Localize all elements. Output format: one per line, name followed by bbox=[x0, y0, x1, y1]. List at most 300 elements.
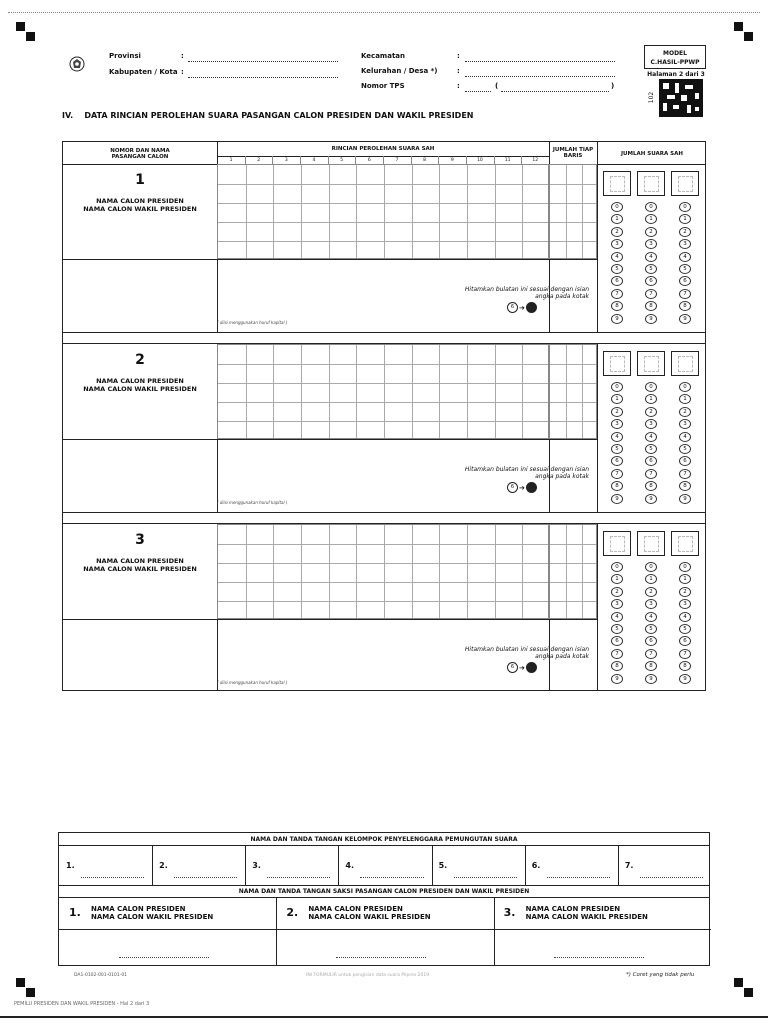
grid-line bbox=[582, 345, 583, 438]
digit-bubble[interactable]: 4 bbox=[679, 432, 691, 442]
kelurahan-colon: : bbox=[457, 67, 460, 75]
digit-bubble[interactable]: 3 bbox=[611, 599, 623, 609]
provinsi-field[interactable] bbox=[188, 54, 338, 62]
digit-bubble[interactable]: 9 bbox=[679, 494, 691, 504]
filled-bubble-icon bbox=[526, 662, 537, 673]
digit-bubble[interactable]: 8 bbox=[645, 301, 657, 311]
digit-bubble[interactable]: 6 bbox=[611, 456, 623, 466]
bottom-rule bbox=[0, 1016, 768, 1018]
grid-line bbox=[218, 203, 548, 204]
digit-box-inner bbox=[610, 356, 625, 372]
grid-line bbox=[218, 421, 548, 422]
grid-line bbox=[412, 165, 413, 258]
digit-bubble[interactable]: 8 bbox=[679, 301, 691, 311]
candidate-names bbox=[63, 377, 217, 393]
grid-line bbox=[495, 345, 496, 438]
digit-bubble[interactable]: 5 bbox=[611, 264, 623, 274]
digit-bubble[interactable]: 5 bbox=[679, 624, 691, 634]
kpps-number: 4. bbox=[345, 861, 355, 870]
digit-bubble[interactable]: 8 bbox=[679, 481, 691, 491]
corner-marker-br bbox=[734, 978, 743, 987]
fill-example bbox=[507, 662, 537, 673]
digit-bubble[interactable]: 4 bbox=[645, 252, 657, 262]
candidate-number: 2 bbox=[135, 352, 145, 368]
digit-bubble[interactable]: 5 bbox=[645, 444, 657, 454]
fill-hint: Hitamkan bulatan ini sesuai dengan isian angka pada kotak bbox=[464, 646, 589, 660]
corner-marker-tl2 bbox=[26, 32, 35, 41]
grid-line bbox=[550, 184, 596, 185]
digit-bubble[interactable]: 1 bbox=[645, 574, 657, 584]
digit-bubble[interactable]: 5 bbox=[679, 444, 691, 454]
saksi-candidate-names bbox=[91, 905, 213, 921]
grid-line bbox=[550, 544, 596, 545]
example-bubble-icon: 6 bbox=[507, 302, 518, 313]
col-header-jumlah-suara: JUMLAH SUARA SAH bbox=[620, 151, 683, 157]
vote-details-table bbox=[62, 141, 706, 691]
digit-bubble[interactable]: 9 bbox=[611, 674, 623, 684]
grid-line bbox=[550, 582, 596, 583]
grid-line bbox=[495, 525, 496, 618]
digit-bubble[interactable]: 4 bbox=[679, 612, 691, 622]
grid-line bbox=[329, 165, 330, 258]
grid-line bbox=[495, 165, 496, 258]
candidate-wakil: NAMA CALON WAKIL PRESIDEN bbox=[83, 385, 197, 393]
top-cut-line bbox=[8, 12, 760, 13]
digit-bubble[interactable]: 5 bbox=[645, 624, 657, 634]
corner-marker-bl2 bbox=[26, 988, 35, 997]
total-digit-box[interactable] bbox=[637, 351, 665, 376]
column-number-divider bbox=[411, 156, 412, 164]
kpps-divider bbox=[338, 845, 339, 885]
total-digit-box[interactable] bbox=[603, 531, 631, 556]
grid-line bbox=[522, 525, 523, 618]
digit-bubble[interactable]: 4 bbox=[645, 432, 657, 442]
digit-bubble[interactable]: 0 bbox=[611, 382, 623, 392]
grid-line bbox=[412, 525, 413, 618]
digit-bubble[interactable]: 7 bbox=[679, 289, 691, 299]
grid-line bbox=[566, 165, 567, 258]
saksi-title-divider bbox=[59, 897, 709, 898]
digit-bubble[interactable]: 3 bbox=[679, 599, 691, 609]
candidate-wakil: NAMA CALON WAKIL PRESIDEN bbox=[83, 565, 197, 573]
saksi-candidate-names bbox=[308, 905, 430, 921]
grid-line bbox=[384, 345, 385, 438]
kpps-signature-line[interactable] bbox=[360, 877, 423, 878]
candidate-lower-divider bbox=[63, 259, 597, 260]
digit-bubble[interactable]: 4 bbox=[611, 252, 623, 262]
arrow-right-icon: ➔ bbox=[519, 483, 525, 492]
kpps-number: 7. bbox=[624, 861, 634, 870]
corner-marker-bl bbox=[16, 978, 25, 987]
digit-bubble[interactable]: 9 bbox=[645, 674, 657, 684]
kpps-signature-line[interactable] bbox=[267, 877, 330, 878]
fill-example bbox=[507, 302, 537, 313]
kpps-signature-line[interactable] bbox=[174, 877, 237, 878]
grid-line bbox=[301, 165, 302, 258]
grid-line bbox=[246, 165, 247, 258]
kpps-number: 3. bbox=[252, 861, 261, 870]
column-number-divider bbox=[494, 156, 495, 164]
column-number: 7 bbox=[395, 158, 399, 163]
saksi-presiden: NAMA CALON PRESIDEN bbox=[91, 905, 186, 913]
grid-line bbox=[412, 345, 413, 438]
digit-bubble[interactable]: 5 bbox=[645, 264, 657, 274]
grid-line bbox=[218, 582, 548, 583]
column-number-divider bbox=[245, 156, 246, 164]
grid-line bbox=[550, 402, 596, 403]
kpps-divider bbox=[525, 845, 526, 885]
digit-bubble[interactable]: 2 bbox=[611, 227, 623, 237]
example-bubble-icon: 6 bbox=[507, 482, 518, 493]
digit-bubble[interactable]: 0 bbox=[645, 202, 657, 212]
saksi-divider bbox=[276, 897, 277, 965]
digit-bubble[interactable]: 3 bbox=[679, 239, 691, 249]
digit-bubble[interactable]: 6 bbox=[611, 636, 623, 646]
saksi-number: 3. bbox=[503, 906, 516, 919]
kpps-number: 6. bbox=[531, 861, 541, 870]
digit-bubble[interactable]: 6 bbox=[611, 276, 623, 286]
column-number-divider bbox=[355, 156, 356, 164]
digit-bubble[interactable]: 2 bbox=[645, 587, 657, 597]
row-total-grid[interactable] bbox=[549, 164, 597, 259]
grid-line bbox=[582, 525, 583, 618]
kecamatan-label: Kecamatan bbox=[361, 52, 405, 60]
digit-bubble[interactable]: 8 bbox=[611, 661, 623, 671]
grid-line bbox=[273, 525, 274, 618]
digit-bubble[interactable]: 1 bbox=[611, 214, 623, 224]
digit-box-inner bbox=[644, 356, 659, 372]
grid-line bbox=[522, 345, 523, 438]
digit-bubble[interactable]: 3 bbox=[645, 599, 657, 609]
digit-bubble[interactable]: 2 bbox=[679, 407, 691, 417]
digit-bubble[interactable]: 2 bbox=[645, 227, 657, 237]
digit-bubble[interactable]: 9 bbox=[679, 674, 691, 684]
kabupaten-colon: : bbox=[181, 68, 184, 76]
saksi-number: 1. bbox=[69, 906, 81, 919]
tally-grid[interactable] bbox=[217, 164, 549, 259]
column-number: 6 bbox=[367, 158, 371, 163]
column-number: 3 bbox=[284, 158, 288, 163]
digit-bubble[interactable]: 5 bbox=[611, 624, 623, 634]
kpps-signature-line[interactable] bbox=[640, 877, 703, 878]
candidate-names bbox=[63, 197, 217, 213]
grid-line bbox=[550, 203, 596, 204]
kpps-title-divider bbox=[59, 845, 709, 846]
footer-center: INI FORMULIR untuk pengisian data suara Pilpres 2019 bbox=[306, 973, 430, 978]
col-header-nomor: NOMOR DAN NAMA PASANGAN CALON bbox=[110, 148, 170, 160]
kpu-logo-icon bbox=[69, 56, 85, 72]
footer-bottom: PEMILU PRESIDEN DAN WAKIL PRESIDEN - Hal 2 dari 3 bbox=[14, 1001, 150, 1007]
corner-marker-tl bbox=[16, 22, 25, 31]
kabupaten-field[interactable] bbox=[188, 70, 338, 78]
digit-bubble[interactable]: 0 bbox=[611, 562, 623, 572]
provinsi-colon: : bbox=[181, 52, 184, 60]
grid-line bbox=[246, 525, 247, 618]
model-line2: C.HASIL-PPWP bbox=[650, 59, 700, 66]
grid-line bbox=[582, 165, 583, 258]
grid-line bbox=[439, 165, 440, 258]
arrow-right-icon: ➔ bbox=[519, 303, 525, 312]
grid-line bbox=[439, 345, 440, 438]
digit-bubble[interactable]: 8 bbox=[679, 661, 691, 671]
candidate-names bbox=[63, 557, 217, 573]
kpps-signature-line[interactable] bbox=[547, 877, 610, 878]
digit-box-inner bbox=[678, 536, 693, 552]
kabupaten-label: Kabupaten / Kota bbox=[109, 68, 178, 76]
total-digit-box[interactable] bbox=[671, 351, 699, 376]
total-digit-box[interactable] bbox=[603, 351, 631, 376]
model-box bbox=[644, 45, 706, 69]
saksi-presiden: NAMA CALON PRESIDEN bbox=[308, 905, 403, 913]
page-indicator: Halaman 2 dari 3 bbox=[647, 71, 705, 78]
saksi-row-divider bbox=[494, 929, 711, 930]
digit-bubble[interactable]: 2 bbox=[679, 227, 691, 237]
grid-line bbox=[384, 525, 385, 618]
candidate-lower-divider bbox=[63, 619, 597, 620]
capital-letters-note: ( diisi menggunakan huruf kapital ) bbox=[217, 320, 288, 325]
row-total-grid[interactable] bbox=[549, 344, 597, 439]
digit-bubble[interactable]: 6 bbox=[645, 636, 657, 646]
digit-bubble[interactable]: 1 bbox=[645, 394, 657, 404]
digit-bubble[interactable]: 0 bbox=[611, 202, 623, 212]
candidate-number: 1 bbox=[135, 172, 145, 188]
nomor-tps-label: Nomor TPS bbox=[361, 82, 405, 90]
nomor-tps-colon: : bbox=[457, 82, 460, 90]
digit-bubble[interactable]: 9 bbox=[611, 494, 623, 504]
column-number-divider bbox=[521, 156, 522, 164]
candidate-wakil: NAMA CALON WAKIL PRESIDEN bbox=[83, 205, 197, 213]
digit-bubble[interactable]: 5 bbox=[611, 444, 623, 454]
block-separator bbox=[63, 512, 705, 524]
digit-bubble[interactable]: 0 bbox=[679, 202, 691, 212]
kpps-divider bbox=[432, 845, 433, 885]
digit-bubble[interactable]: 7 bbox=[645, 469, 657, 479]
model-line1: MODEL bbox=[663, 50, 687, 57]
grid-line bbox=[522, 165, 523, 258]
grid-line bbox=[329, 525, 330, 618]
saksi-number: 2. bbox=[286, 906, 299, 919]
total-digit-box[interactable] bbox=[637, 531, 665, 556]
column-number: 11 bbox=[504, 158, 511, 163]
kelurahan-label: Kelurahan / Desa *) bbox=[361, 67, 438, 75]
digit-bubble[interactable]: 6 bbox=[679, 636, 691, 646]
fill-hint: Hitamkan bulatan ini sesuai dengan isian angka pada kotak bbox=[464, 466, 589, 480]
digit-bubble[interactable]: 8 bbox=[611, 481, 623, 491]
qr-code-icon bbox=[659, 79, 703, 117]
kecamatan-field[interactable] bbox=[465, 54, 615, 62]
digit-bubble[interactable]: 0 bbox=[679, 382, 691, 392]
fill-hint: Hitamkan bulatan ini sesuai dengan isian angka pada kotak bbox=[464, 286, 589, 300]
digit-bubble[interactable]: 6 bbox=[679, 456, 691, 466]
row-total-grid[interactable] bbox=[549, 524, 597, 619]
capital-letters-note: ( diisi menggunakan huruf kapital ) bbox=[217, 500, 288, 505]
digit-bubble[interactable]: 9 bbox=[679, 314, 691, 324]
candidate-number: 3 bbox=[135, 532, 145, 548]
digit-bubble[interactable]: 7 bbox=[611, 289, 623, 299]
digit-bubble[interactable]: 5 bbox=[679, 264, 691, 274]
kpps-divider bbox=[152, 845, 153, 885]
digit-box-inner bbox=[644, 536, 659, 552]
column-number: 1 bbox=[229, 158, 233, 163]
kpps-number: 2. bbox=[159, 861, 168, 870]
nomor-tps-detail-field[interactable] bbox=[501, 84, 609, 92]
column-number: 10 bbox=[477, 158, 483, 163]
column-number-divider bbox=[300, 156, 301, 164]
digit-bubble[interactable]: 4 bbox=[679, 252, 691, 262]
footer-code: DA1-0102-001-0101-01 bbox=[74, 973, 128, 978]
kecamatan-colon: : bbox=[457, 52, 460, 60]
digit-box-inner bbox=[678, 176, 693, 192]
arrow-right-icon: ➔ bbox=[519, 663, 525, 672]
tally-grid[interactable] bbox=[217, 524, 549, 619]
total-digit-box[interactable] bbox=[603, 171, 631, 196]
digit-bubble[interactable]: 3 bbox=[679, 419, 691, 429]
digit-box-inner bbox=[678, 356, 693, 372]
saksi-wakil: NAMA CALON WAKIL PRESIDEN bbox=[91, 913, 214, 921]
grid-line bbox=[356, 345, 357, 438]
digit-bubble[interactable]: 4 bbox=[611, 612, 623, 622]
capital-letters-note: ( diisi menggunakan huruf kapital ) bbox=[217, 680, 288, 685]
kpps-divider bbox=[245, 845, 246, 885]
kpps-divider bbox=[618, 845, 619, 885]
digit-bubble[interactable]: 6 bbox=[645, 276, 657, 286]
digit-bubble[interactable]: 7 bbox=[679, 649, 691, 659]
total-digit-box[interactable] bbox=[637, 171, 665, 196]
grid-line bbox=[384, 165, 385, 258]
digit-bubble[interactable]: 1 bbox=[679, 394, 691, 404]
digit-bubble[interactable]: 3 bbox=[645, 239, 657, 249]
total-digit-box[interactable] bbox=[671, 171, 699, 196]
kpps-signature-line[interactable] bbox=[81, 877, 144, 878]
candidate-presiden: NAMA CALON PRESIDEN bbox=[96, 557, 184, 565]
grid-line bbox=[218, 364, 548, 365]
grid-line bbox=[467, 165, 468, 258]
saksi-signature-line[interactable] bbox=[336, 957, 426, 958]
candidate-presiden: NAMA CALON PRESIDEN bbox=[96, 377, 184, 385]
grid-line bbox=[550, 222, 596, 223]
digit-bubble[interactable]: 3 bbox=[611, 239, 623, 249]
digit-bubble[interactable]: 1 bbox=[679, 574, 691, 584]
digit-bubble[interactable]: 9 bbox=[645, 494, 657, 504]
grid-line bbox=[218, 184, 548, 185]
grid-line bbox=[550, 241, 596, 242]
saksi-candidate-names bbox=[526, 905, 648, 921]
grid-line bbox=[329, 345, 330, 438]
digit-bubble[interactable]: 8 bbox=[611, 301, 623, 311]
digit-bubble[interactable]: 7 bbox=[611, 469, 623, 479]
saksi-wakil: NAMA CALON WAKIL PRESIDEN bbox=[308, 913, 431, 921]
digit-bubble[interactable]: 7 bbox=[611, 649, 623, 659]
digit-bubble[interactable]: 1 bbox=[611, 394, 623, 404]
total-digit-box[interactable] bbox=[671, 531, 699, 556]
candidate-lower-divider bbox=[63, 439, 597, 440]
footer-note: *) Coret yang tidak perlu bbox=[626, 972, 695, 978]
saksi-wakil: NAMA CALON WAKIL PRESIDEN bbox=[525, 913, 648, 921]
column-number-divider bbox=[466, 156, 467, 164]
digit-bubble[interactable]: 2 bbox=[611, 407, 623, 417]
grid-line bbox=[439, 525, 440, 618]
filled-bubble-icon bbox=[526, 482, 537, 493]
digit-bubble[interactable]: 2 bbox=[611, 587, 623, 597]
grid-line bbox=[566, 525, 567, 618]
grid-line bbox=[218, 563, 548, 564]
digit-box-inner bbox=[610, 536, 625, 552]
digit-bubble[interactable]: 8 bbox=[645, 481, 657, 491]
grid-line bbox=[218, 601, 548, 602]
grid-line bbox=[246, 345, 247, 438]
digit-bubble[interactable]: 3 bbox=[611, 419, 623, 429]
digit-box-inner bbox=[644, 176, 659, 192]
grid-line bbox=[356, 525, 357, 618]
digit-bubble[interactable]: 9 bbox=[611, 314, 623, 324]
grid-line bbox=[218, 241, 548, 242]
col-header-jumlah-baris: JUMLAH TIAP BARIS bbox=[552, 147, 594, 159]
column-number-divider bbox=[272, 156, 273, 164]
digit-bubble[interactable]: 7 bbox=[645, 289, 657, 299]
column-number: 12 bbox=[532, 158, 539, 163]
digit-bubble[interactable]: 0 bbox=[679, 562, 691, 572]
digit-bubble[interactable]: 9 bbox=[645, 314, 657, 324]
digit-bubble[interactable]: 1 bbox=[645, 214, 657, 224]
grid-line bbox=[218, 383, 548, 384]
grid-line bbox=[273, 165, 274, 258]
column-number: 5 bbox=[340, 158, 344, 163]
grid-line bbox=[550, 563, 596, 564]
digit-bubble[interactable]: 4 bbox=[645, 612, 657, 622]
column-number: 9 bbox=[450, 158, 454, 163]
tally-grid[interactable] bbox=[217, 344, 549, 439]
column-number: 2 bbox=[257, 158, 261, 163]
saksi-title: NAMA DAN TANDA TANGAN SAKSI PASANGAN CALON PRESIDEN DAN WAKIL PRESIDEN bbox=[238, 888, 530, 895]
saksi-signature-line[interactable] bbox=[554, 957, 644, 958]
digit-bubble[interactable]: 0 bbox=[645, 382, 657, 392]
digit-bubble[interactable]: 7 bbox=[679, 469, 691, 479]
grid-line bbox=[550, 421, 596, 422]
corner-marker-br2 bbox=[744, 988, 753, 997]
digit-bubble[interactable]: 8 bbox=[645, 661, 657, 671]
example-bubble-icon: 6 bbox=[507, 662, 518, 673]
nomor-tps-field[interactable] bbox=[465, 84, 491, 92]
digit-bubble[interactable]: 1 bbox=[679, 214, 691, 224]
column-number-divider bbox=[383, 156, 384, 164]
digit-bubble[interactable]: 6 bbox=[645, 456, 657, 466]
column-number-divider bbox=[438, 156, 439, 164]
col-header-rincian: RINCIAN PEROLEHAN SUARA SAH bbox=[331, 146, 435, 152]
digit-bubble[interactable]: 6 bbox=[679, 276, 691, 286]
saksi-signature-line[interactable] bbox=[119, 957, 209, 958]
candidate-presiden: NAMA CALON PRESIDEN bbox=[96, 197, 184, 205]
digit-bubble[interactable]: 1 bbox=[611, 574, 623, 584]
grid-line bbox=[566, 345, 567, 438]
kpps-signature-line[interactable] bbox=[454, 877, 517, 878]
saksi-top-divider bbox=[59, 885, 709, 886]
digit-bubble[interactable]: 7 bbox=[645, 649, 657, 659]
column-number: 4 bbox=[312, 158, 316, 163]
digit-bubble[interactable]: 0 bbox=[645, 562, 657, 572]
digit-box-inner bbox=[610, 176, 625, 192]
digit-bubble[interactable]: 3 bbox=[645, 419, 657, 429]
kelurahan-field[interactable] bbox=[465, 69, 615, 77]
digit-bubble[interactable]: 2 bbox=[679, 587, 691, 597]
grid-line bbox=[218, 402, 548, 403]
block-separator bbox=[63, 332, 705, 344]
grid-line bbox=[467, 345, 468, 438]
grid-line bbox=[301, 345, 302, 438]
digit-bubble[interactable]: 2 bbox=[645, 407, 657, 417]
digit-bubble[interactable]: 4 bbox=[611, 432, 623, 442]
kpps-number: 5. bbox=[438, 861, 448, 870]
fill-example bbox=[507, 482, 537, 493]
